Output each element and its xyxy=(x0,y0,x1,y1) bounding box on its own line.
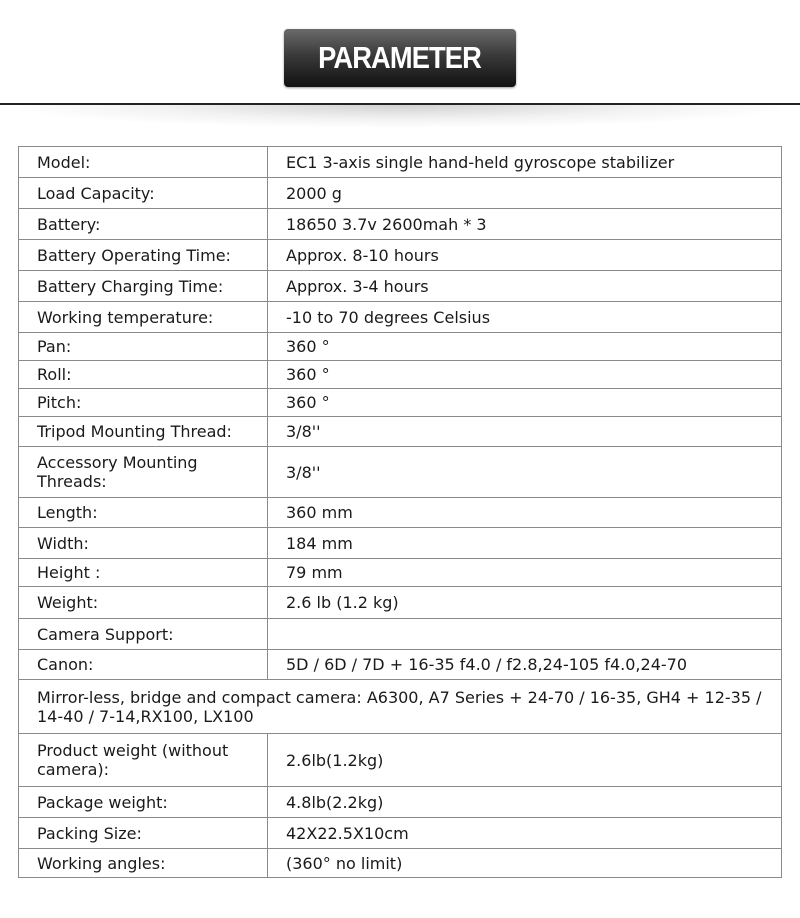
row-value: 184 mm xyxy=(268,528,782,559)
row-label: Battery Operating Time: xyxy=(19,240,268,271)
row-label: Width: xyxy=(19,528,268,559)
row-value: 4.8lb(2.2kg) xyxy=(268,787,782,818)
row-label: Load Capacity: xyxy=(19,178,268,209)
table-row xyxy=(19,587,782,619)
row-value: Approx. 8-10 hours xyxy=(268,240,782,271)
table-row xyxy=(19,178,782,209)
row-label: Height : xyxy=(19,559,268,587)
row-value: Approx. 3-4 hours xyxy=(268,271,782,302)
row-value: EC1 3-axis single hand-held gyroscope stabilizer xyxy=(268,147,782,178)
row-value: 3/8'' xyxy=(268,417,782,447)
table-row xyxy=(19,528,782,559)
row-label: Pitch: xyxy=(19,389,268,417)
row-label: Product weight (without camera): xyxy=(19,734,268,787)
row-value: 2.6 lb (1.2 kg) xyxy=(268,587,782,619)
row-label: Accessory Mounting Threads: xyxy=(19,447,268,498)
table-row xyxy=(19,559,782,587)
row-label: Pan: xyxy=(19,333,268,361)
row-value xyxy=(268,619,782,650)
table-row xyxy=(19,787,782,818)
table-row xyxy=(19,818,782,849)
row-label: Working angles: xyxy=(19,849,268,878)
row-label: Length: xyxy=(19,498,268,528)
row-value: (360° no limit) xyxy=(268,849,782,878)
row-label: Tripod Mounting Thread: xyxy=(19,417,268,447)
table-row xyxy=(19,209,782,240)
row-label: Battery Charging Time: xyxy=(19,271,268,302)
table-row xyxy=(19,333,782,361)
table-row xyxy=(19,734,782,787)
row-value: 3/8'' xyxy=(268,447,782,498)
page-title: PARAMETER xyxy=(318,40,482,75)
row-value: -10 to 70 degrees Celsius xyxy=(268,302,782,333)
row-label: Camera Support: xyxy=(19,619,268,650)
table-row xyxy=(19,240,782,271)
row-label: Weight: xyxy=(19,587,268,619)
table-row xyxy=(19,498,782,528)
row-value: 360 ° xyxy=(268,389,782,417)
table-row xyxy=(19,680,782,734)
row-value: 2.6lb(1.2kg) xyxy=(268,734,782,787)
row-label: Package weight: xyxy=(19,787,268,818)
row-value: 5D / 6D / 7D + 16-35 f4.0 / f2.8,24-105 f4.0,24-70 xyxy=(268,650,782,680)
row-label: Roll: xyxy=(19,361,268,389)
table-row xyxy=(19,849,782,878)
table-row xyxy=(19,302,782,333)
header xyxy=(0,0,800,140)
row-value: 360 ° xyxy=(268,361,782,389)
row-label: Canon: xyxy=(19,650,268,680)
table-row xyxy=(19,447,782,498)
row-value: 360 mm xyxy=(268,498,782,528)
table-row xyxy=(19,361,782,389)
row-label: Model: xyxy=(19,147,268,178)
table-row xyxy=(19,417,782,447)
table-row xyxy=(19,271,782,302)
table-row xyxy=(19,147,782,178)
row-value: 79 mm xyxy=(268,559,782,587)
row-value: 18650 3.7v 2600mah * 3 xyxy=(268,209,782,240)
divider-shadow xyxy=(20,105,780,127)
row-value: 360 ° xyxy=(268,333,782,361)
table-row xyxy=(19,650,782,680)
table-row xyxy=(19,389,782,417)
row-label: Packing Size: xyxy=(19,818,268,849)
row-full-text: Mirror-less, bridge and compact camera: A6300, A7 Series + 24-70 / 16-35, GH4 + 12-35 / 14-40 / 7-14,RX100, LX100 xyxy=(19,680,782,734)
row-label: Working temperature: xyxy=(19,302,268,333)
spec-table xyxy=(18,146,782,878)
table-row xyxy=(19,619,782,650)
title-badge xyxy=(284,29,516,87)
row-label: Battery: xyxy=(19,209,268,240)
row-value: 2000 g xyxy=(268,178,782,209)
row-value: 42X22.5X10cm xyxy=(268,818,782,849)
